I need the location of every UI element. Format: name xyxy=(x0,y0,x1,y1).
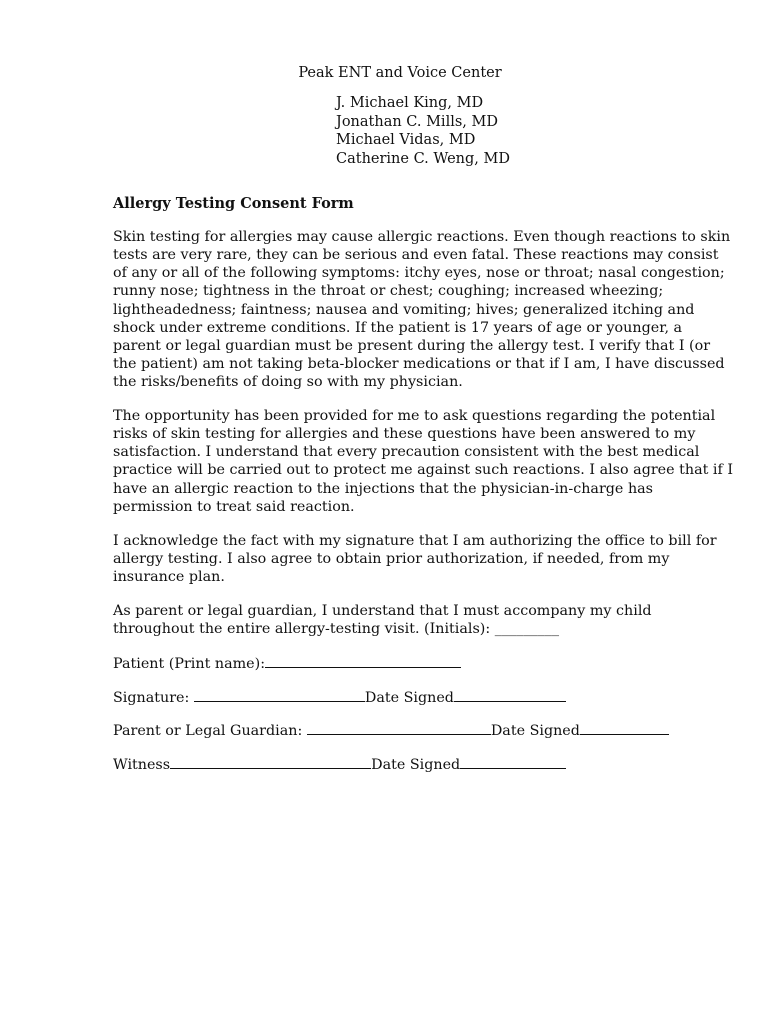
guardian-paragraph xyxy=(113,602,661,638)
doctor-name: Michael Vidas, MD xyxy=(336,132,476,149)
date-signed-label: Date Signed xyxy=(371,757,461,773)
guardian-label: Parent or Legal Guardian: xyxy=(113,723,307,739)
patient-name-field[interactable] xyxy=(265,654,461,668)
doctor-name: Catherine C. Weng, MD xyxy=(336,150,510,167)
guardian-date-field[interactable] xyxy=(580,721,669,735)
paragraph-line: satisfaction. I understand that every precaution consistent with the best medical xyxy=(113,444,700,461)
paragraph-line: Skin testing for allergies may cause allergic reactions. Even though reactions to skin xyxy=(113,229,731,245)
paragraph-line: throughout the entire allergy-testing visit. (Initials): _________ xyxy=(113,621,560,638)
paragraph-line: the patient) am not taking beta-blocker medications or that if I am, I have discussed xyxy=(113,356,725,373)
paragraph-line: As parent or legal guardian, I understand that I must accompany my child xyxy=(113,603,652,619)
paragraph-line: runny nose; tightness in the throat or chest; coughing; increased wheezing; xyxy=(113,283,664,300)
paragraph-line: allergy testing. I also agree to obtain prior authorization, if needed, from my xyxy=(113,551,670,568)
paragraph-line: practice will be carried out to protect me against such reactions. I also agree that if I xyxy=(113,462,733,479)
paragraph-line: insurance plan. xyxy=(113,569,225,586)
patient-name-row xyxy=(113,654,461,674)
risk-disclosure-paragraph xyxy=(113,228,731,391)
doctor-list xyxy=(336,94,510,168)
doctor-name: Jonathan C. Mills, MD xyxy=(336,113,498,130)
paragraph-line: have an allergic reaction to the injections that the physician-in-charge has xyxy=(113,480,654,497)
signature-field[interactable] xyxy=(194,688,365,702)
witness-field[interactable] xyxy=(170,755,371,769)
paragraph-line: parent or legal guardian must be present during the allergy test. I verify that I (or xyxy=(113,337,711,354)
patient-name-label: Patient (Print name): xyxy=(113,656,266,672)
form-title: Allergy Testing Consent Form xyxy=(113,195,354,212)
date-signed-label: Date Signed xyxy=(364,690,454,706)
paragraph-line: tests are very rare, they can be serious and even fatal. These reactions may consist xyxy=(113,247,719,264)
paragraph-line: The opportunity has been provided for me to ask questions regarding the potential xyxy=(113,408,716,424)
paragraph-line: shock under extreme conditions. If the patient is 17 years of age or younger, a xyxy=(113,319,683,336)
paragraph-line: the risks/benefits of doing so with my physician. xyxy=(113,374,463,391)
witness-row xyxy=(113,755,566,775)
paragraph-line: of any or all of the following symptoms: itchy eyes, nose or throat; nasal congestion; xyxy=(113,265,725,282)
questions-paragraph xyxy=(113,407,733,516)
doctor-name: J. Michael King, MD xyxy=(336,95,484,111)
guardian-row xyxy=(113,721,669,741)
date-signed-label: Date Signed xyxy=(490,723,580,739)
billing-paragraph xyxy=(113,532,717,586)
paragraph-line: lightheadedness; faintness; nausea and vomiting; hives; generalized itching and xyxy=(113,301,695,318)
paragraph-line: I acknowledge the fact with my signature that I am authorizing the office to bill for xyxy=(113,533,717,549)
paragraph-line: risks of skin testing for allergies and these questions have been answered to my xyxy=(113,426,696,443)
paragraph-line: permission to treat said reaction. xyxy=(113,498,355,515)
witness-label: Witness xyxy=(113,757,171,773)
signature-date-field[interactable] xyxy=(454,688,566,702)
guardian-signature-field[interactable] xyxy=(307,721,491,735)
witness-date-field[interactable] xyxy=(460,755,566,769)
signature-row xyxy=(113,688,566,708)
signature-label: Signature: xyxy=(113,690,194,706)
practice-name: Peak ENT and Voice Center xyxy=(298,65,502,81)
